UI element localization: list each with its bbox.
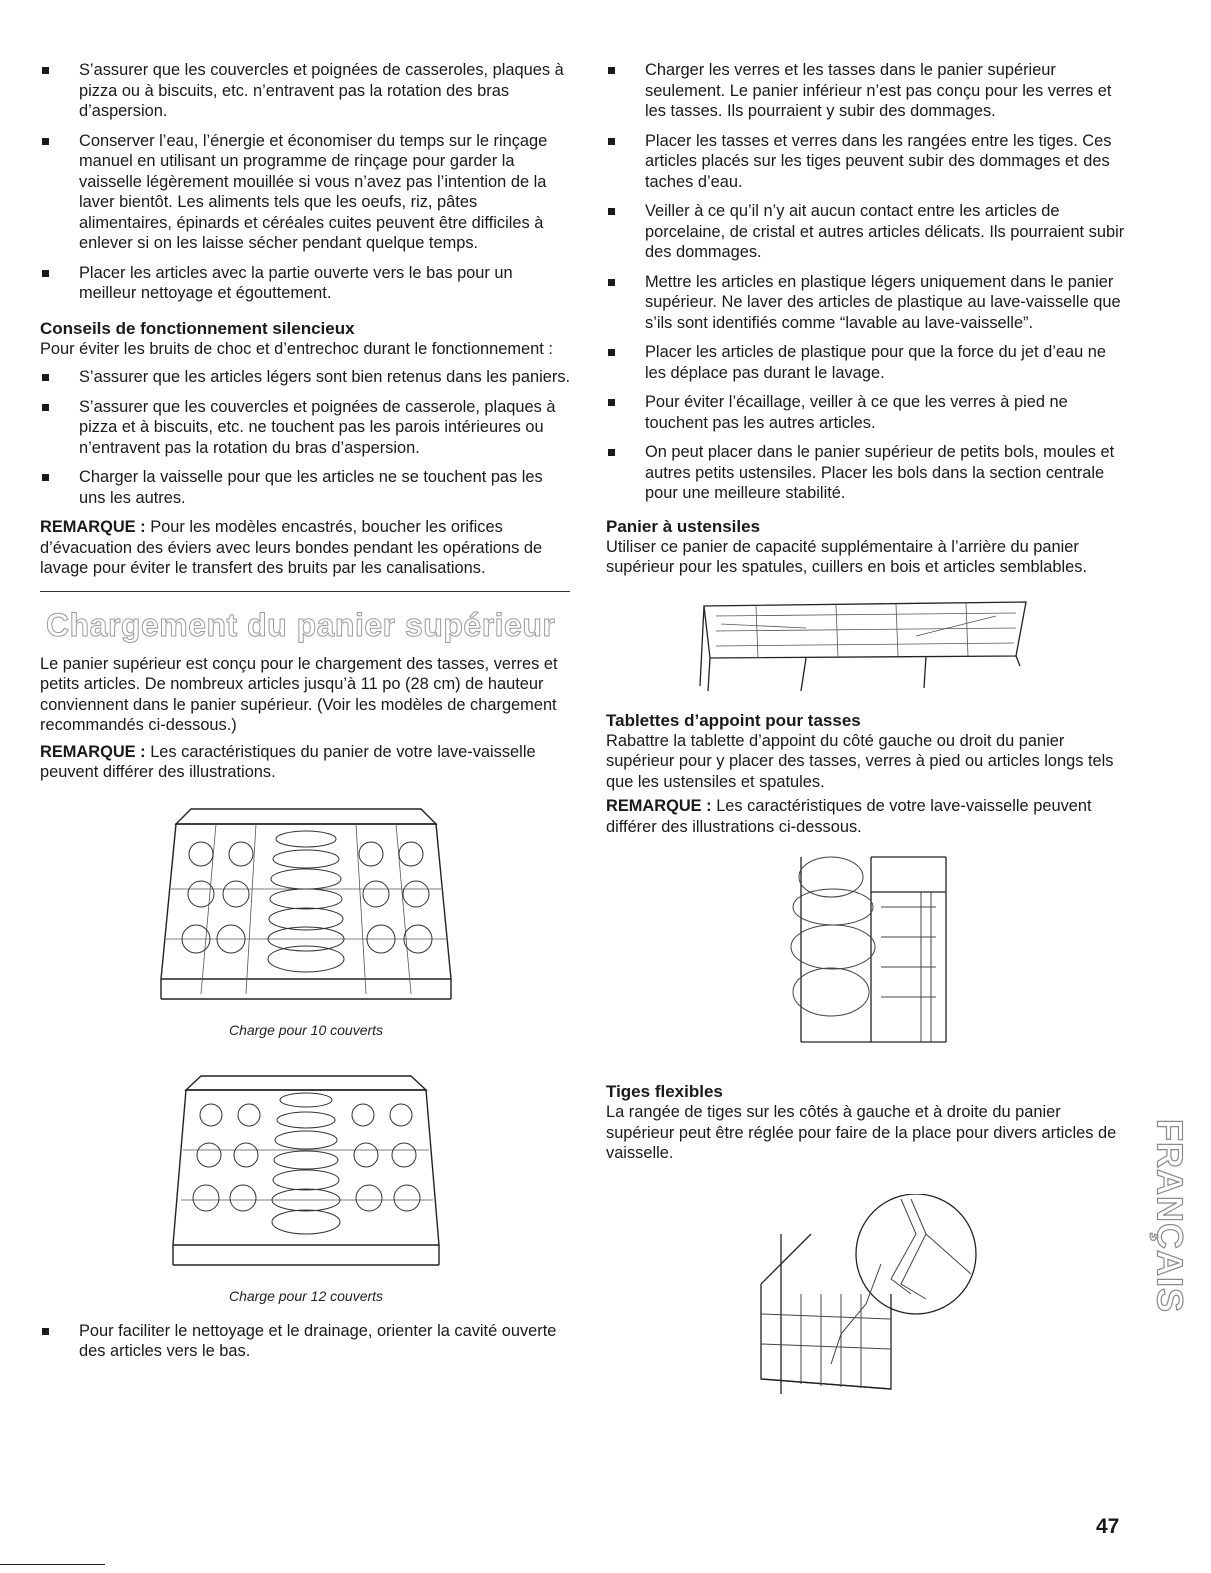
list-item: Pour faciliter le nettoyage et le drainage, orienter la cavité ouverte des articles vers le bas. bbox=[40, 1321, 572, 1362]
quiet-operation-intro: Pour éviter les bruits de choc et d’entrechoc durant le fonctionnement : bbox=[40, 339, 553, 358]
cup-shelf-illustration bbox=[771, 847, 961, 1047]
rack-10-settings-illustration bbox=[156, 799, 456, 1014]
list-item: Charger la vaisselle pour que les articles ne se touchent pas les uns les autres. bbox=[40, 467, 572, 508]
utensil-basket-heading: Panier à ustensiles bbox=[606, 516, 761, 536]
drain-tip-list bbox=[40, 1321, 572, 1362]
language-side-tab bbox=[1148, 1085, 1190, 1347]
utensil-basket-illustration bbox=[696, 596, 1036, 696]
note-paragraph bbox=[606, 796, 1126, 837]
rack-12-settings-illustration bbox=[171, 1070, 441, 1280]
cup-shelves-heading: Tablettes d’appoint pour tasses bbox=[606, 710, 861, 730]
cup-shelves-text: Rabattre la tablette d’appoint du côté gauche ou droit du panier supérieur pour y placer des tasses, verres à pied ou articles longs tels que les ustensiles et spatules. bbox=[606, 731, 1114, 791]
list-item: S’assurer que les couvercles et poignées de casseroles, plaques à pizza ou à biscuits, etc. n’entravent pas la rotation des bras d’aspersion. bbox=[40, 60, 572, 122]
utensil-basket-text: Utiliser ce panier de capacité supplémentaire à l’arrière du panier supérieur pour les spatules, cuillers en bois et articles semblables. bbox=[606, 537, 1088, 576]
note-text: Pour les modèles encastrés, boucher les orifices d’évacuation des éviers avec leurs bondes pendant les opérations de lavage pour éviter le transfert des bruits par les canalisations. bbox=[40, 518, 543, 577]
note-paragraph bbox=[40, 517, 572, 579]
right-column bbox=[606, 60, 1126, 1414]
upper-rack-tips-list bbox=[606, 60, 1126, 504]
note-label: REMARQUE : bbox=[40, 518, 146, 536]
list-item: Mettre les articles en plastique légers uniquement dans le panier supérieur. Ne laver des articles de plastique au lave-vaisselle que s’ils sont identifiés comme “lavable au lave-vaisselle”. bbox=[606, 272, 1126, 334]
list-item: Veiller à ce qu’il n’y ait aucun contact entre les articles de porcelaine, de cristal et autres articles délicats. Ils pourraient subir des dommages. bbox=[606, 201, 1126, 263]
list-item: Charger les verres et les tasses dans le panier supérieur seulement. Le panier inférieur n’est pas conçu pour les verres et les tasses. Ils pourraient y subir des dommages. bbox=[606, 60, 1126, 122]
page-number: 47 bbox=[1096, 1515, 1120, 1538]
left-column bbox=[40, 60, 572, 1371]
note-paragraph bbox=[40, 742, 572, 783]
list-item: Placer les articles avec la partie ouverte vers le bas pour un meilleur nettoyage et égouttement. bbox=[40, 263, 572, 304]
note-text: Les caractéristiques de votre lave-vaisselle peuvent différer des illustrations ci-dessous. bbox=[606, 797, 1092, 836]
note-label: REMARQUE : bbox=[40, 742, 146, 761]
section-title: Chargement du panier supérieur bbox=[46, 606, 556, 643]
list-item: On peut placer dans le panier supérieur de petits bols, moules et autres petits ustensiles. Placer les bols dans la section centrale pour une meilleure stabilité. bbox=[606, 442, 1126, 504]
quiet-tips-list bbox=[40, 367, 572, 508]
footer-rule bbox=[0, 1564, 105, 1565]
section-divider bbox=[40, 591, 570, 592]
language-label: FRANÇAIS bbox=[1149, 1119, 1191, 1313]
figure-caption: Charge pour 12 couverts bbox=[228, 1288, 384, 1304]
flexible-tines-text: La rangée de tiges sur les côtés à gauche et à droite du panier supérieur peut être réglée pour faire de la place pour divers articles de vaisselle. bbox=[606, 1103, 1117, 1162]
loading-tips-list bbox=[40, 60, 572, 304]
list-item: S’assurer que les couvercles et poignées de casserole, plaques à pizza et à biscuits, etc. ne touchent pas les parois intérieures ou n’entravent pas la rotation du bras d’aspersion. bbox=[40, 397, 572, 459]
list-item: Conserver l’eau, l’énergie et économiser du temps sur le rinçage manuel en utilisant un programme de rinçage pour garder la vaisselle légèrement mouillée si vous n’avez pas l’intention de la laver bientôt. Les aliments tels que les oeufs, riz, pâtes alimentaires, épinards et céréales cuites peuvent être difficiles à enlever si on les laisse sécher pendant quelque temps. bbox=[40, 131, 572, 254]
note-label: REMARQUE : bbox=[606, 797, 712, 815]
section-intro: Le panier supérieur est conçu pour le chargement des tasses, verres et petits articles. De nombreux articles jusqu’à 11 po (28 cm) de hauteur conviennent dans le panier supérieur. (Voir les modèles de chargement recommandés ci-dessous.) bbox=[40, 654, 558, 734]
list-item: S’assurer que les articles légers sont bien retenus dans les paniers. bbox=[40, 367, 572, 388]
note-text: Les caractéristiques du panier de votre lave-vaisselle peuvent différer des illustrations. bbox=[40, 742, 536, 781]
quiet-operation-heading: Conseils de fonctionnement silencieux bbox=[40, 318, 355, 338]
flexible-tines-illustration bbox=[751, 1194, 981, 1414]
list-item: Placer les tasses et verres dans les rangées entre les tiges. Ces articles placés sur les tiges peuvent subir des dommages et des taches d’eau. bbox=[606, 131, 1126, 193]
list-item: Placer les articles de plastique pour que la force du jet d’eau ne les déplace pas durant le lavage. bbox=[606, 342, 1126, 383]
figure-caption: Charge pour 10 couverts bbox=[228, 1021, 384, 1038]
flexible-tines-heading: Tiges flexibles bbox=[606, 1082, 723, 1101]
list-item: Pour éviter l’écaillage, veiller à ce que les verres à pied ne touchent pas les autres articles. bbox=[606, 392, 1126, 433]
